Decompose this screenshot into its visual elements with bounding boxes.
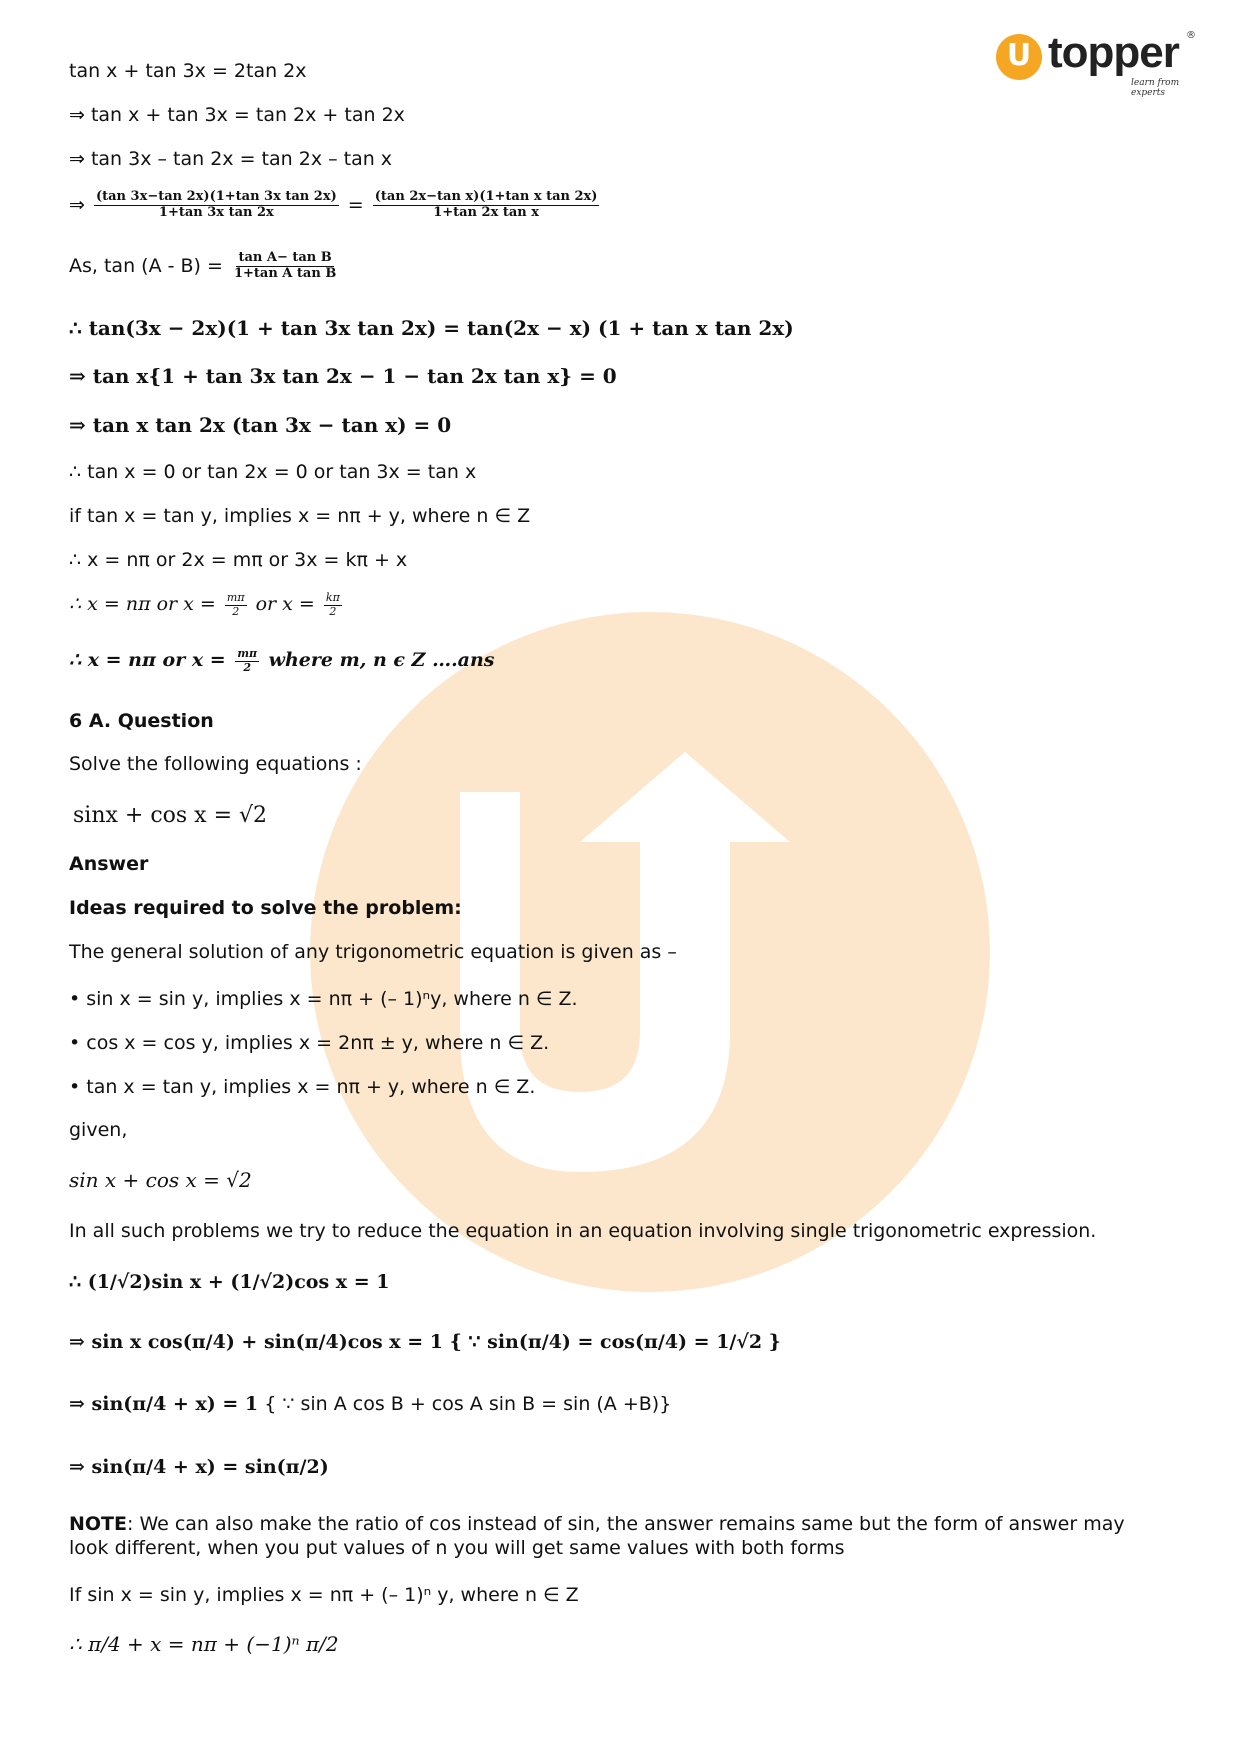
brand-name: topper [1048,28,1179,77]
idea-bullet-cos: • cos x = cos y, implies x = 2nπ ± y, where n ∈ Z. [69,1032,550,1054]
line-12-part-a: ∴ x = nπ or x = [69,593,216,616]
line-13-denominator: 2 [243,660,251,674]
fraction-right-numerator: (tan 2x−tan x)(1+tan x tan 2x) [374,189,598,204]
registered-mark: ® [1186,30,1196,41]
brand-mark: U [996,34,1042,80]
line-12 [69,592,345,618]
sin-rule: If sin x = sin y, implies x = nπ + (– 1)ⁿ y, where n ∈ Z [69,1584,579,1606]
line-13-part-a: ∴ x = nπ or x = [69,649,226,672]
line-12-part-b: or x = [255,593,315,616]
identity-label: As, tan (A - B) = [69,254,223,277]
step-3-math: ⇒ sin(π/4 + x) = 1 [69,1393,259,1415]
line-8: ⇒ tan x tan 2x (tan 3x − tan x) = 0 [69,413,452,437]
line-12-fraction-1 [225,592,247,618]
answer-heading: Answer [69,853,149,875]
note-label: NOTE [69,1513,127,1535]
line-12-fraction-2 [324,592,342,618]
fraction-right-denominator: 1+tan 2x tan x [433,204,540,220]
reduce-explanation: In all such problems we try to reduce the equation in an equation involving single trigonometric expression. [69,1220,1097,1242]
line-9: ∴ tan x = 0 or tan 2x = 0 or tan 3x = tan x [69,461,477,483]
note-text: : We can also make the ratio of cos instead of sin, the answer remains same but the form of answer may look different, when you put values of n you will get same values with both forms [69,1513,1125,1559]
line-13 [69,648,495,674]
line-5 [69,251,341,282]
line-12-denominator-2: 2 [329,604,337,618]
final-step: ∴ π/4 + x = nπ + (−1)ⁿ π/2 [69,1632,339,1656]
line-13-ans: ….ans [432,649,495,672]
brand-tagline: learn from experts [1131,78,1180,98]
idea-bullet-sin: • sin x = sin y, implies x = nπ + (– 1)ⁿy, where n ∈ Z. [69,988,578,1010]
line-10: if tan x = tan y, implies x = nπ + y, where n ∈ Z [69,505,531,527]
line-4 [69,190,602,221]
step-4: ⇒ sin(π/4 + x) = sin(π/2) [69,1456,329,1478]
line-2: ⇒ tan x + tan 3x = tan 2x + tan 2x [69,104,405,126]
line-1: tan x + tan 3x = 2tan 2x [69,60,307,82]
implies-symbol: ⇒ [69,193,85,216]
line-12-numerator-2: kπ [325,591,340,604]
ideas-heading: Ideas required to solve the problem: [69,897,462,919]
line-11: ∴ x = nπ or 2x = mπ or 3x = kπ + x [69,549,408,571]
given-equation: sin x + cos x = √2 [69,1168,252,1192]
line-13-fraction [235,648,259,674]
fraction-left [94,190,339,221]
fraction-left-denominator: 1+tan 3x tan 2x [158,204,274,220]
identity-numerator: tan A− tan B [238,250,332,265]
question-equation: sinx + cos x = √2 [73,803,268,828]
given-label: given, [69,1119,128,1141]
question-prompt: Solve the following equations : [69,753,362,775]
line-6: ∴ tan(3x − 2x)(1 + tan 3x tan 2x) = tan(2x − x) (1 + tan x tan 2x) [69,316,794,340]
fraction-left-numerator: (tan 3x−tan 2x)(1+tan 3x tan 2x) [95,189,337,204]
line-12-numerator-1: mπ [226,591,245,604]
step-3-note: { ∵ sin A cos B + cos A sin B = sin (A +B)} [264,1393,672,1415]
question-heading: 6 A. Question [69,710,214,732]
idea-bullet-tan: • tan x = tan y, implies x = nπ + y, where n ∈ Z. [69,1076,536,1098]
step-3 [69,1393,671,1415]
line-7: ⇒ tan x{1 + tan 3x tan 2x − 1 − tan 2x tan x} = 0 [69,364,617,388]
identity-denominator: 1+tan A tan B [233,265,337,281]
step-1: ∴ (1/√2)sin x + (1/√2)cos x = 1 [69,1271,390,1293]
line-13-part-b: where m, n ϵ Z [268,649,426,672]
line-13-numerator: mπ [237,647,258,660]
brand-logo [996,28,1196,98]
step-2: ⇒ sin x cos(π/4) + sin(π/4)cos x = 1 { ∵ sin(π/4) = cos(π/4) = 1/√2 } [69,1331,781,1353]
equals-sign: = [347,193,364,216]
line-12-denominator-1: 2 [232,604,240,618]
ideas-intro: The general solution of any trigonometric equation is given as – [69,941,677,963]
line-3: ⇒ tan 3x – tan 2x = tan 2x – tan x [69,148,393,170]
identity-fraction [232,251,338,282]
note-paragraph [69,1512,1169,1560]
fraction-right [373,190,600,221]
